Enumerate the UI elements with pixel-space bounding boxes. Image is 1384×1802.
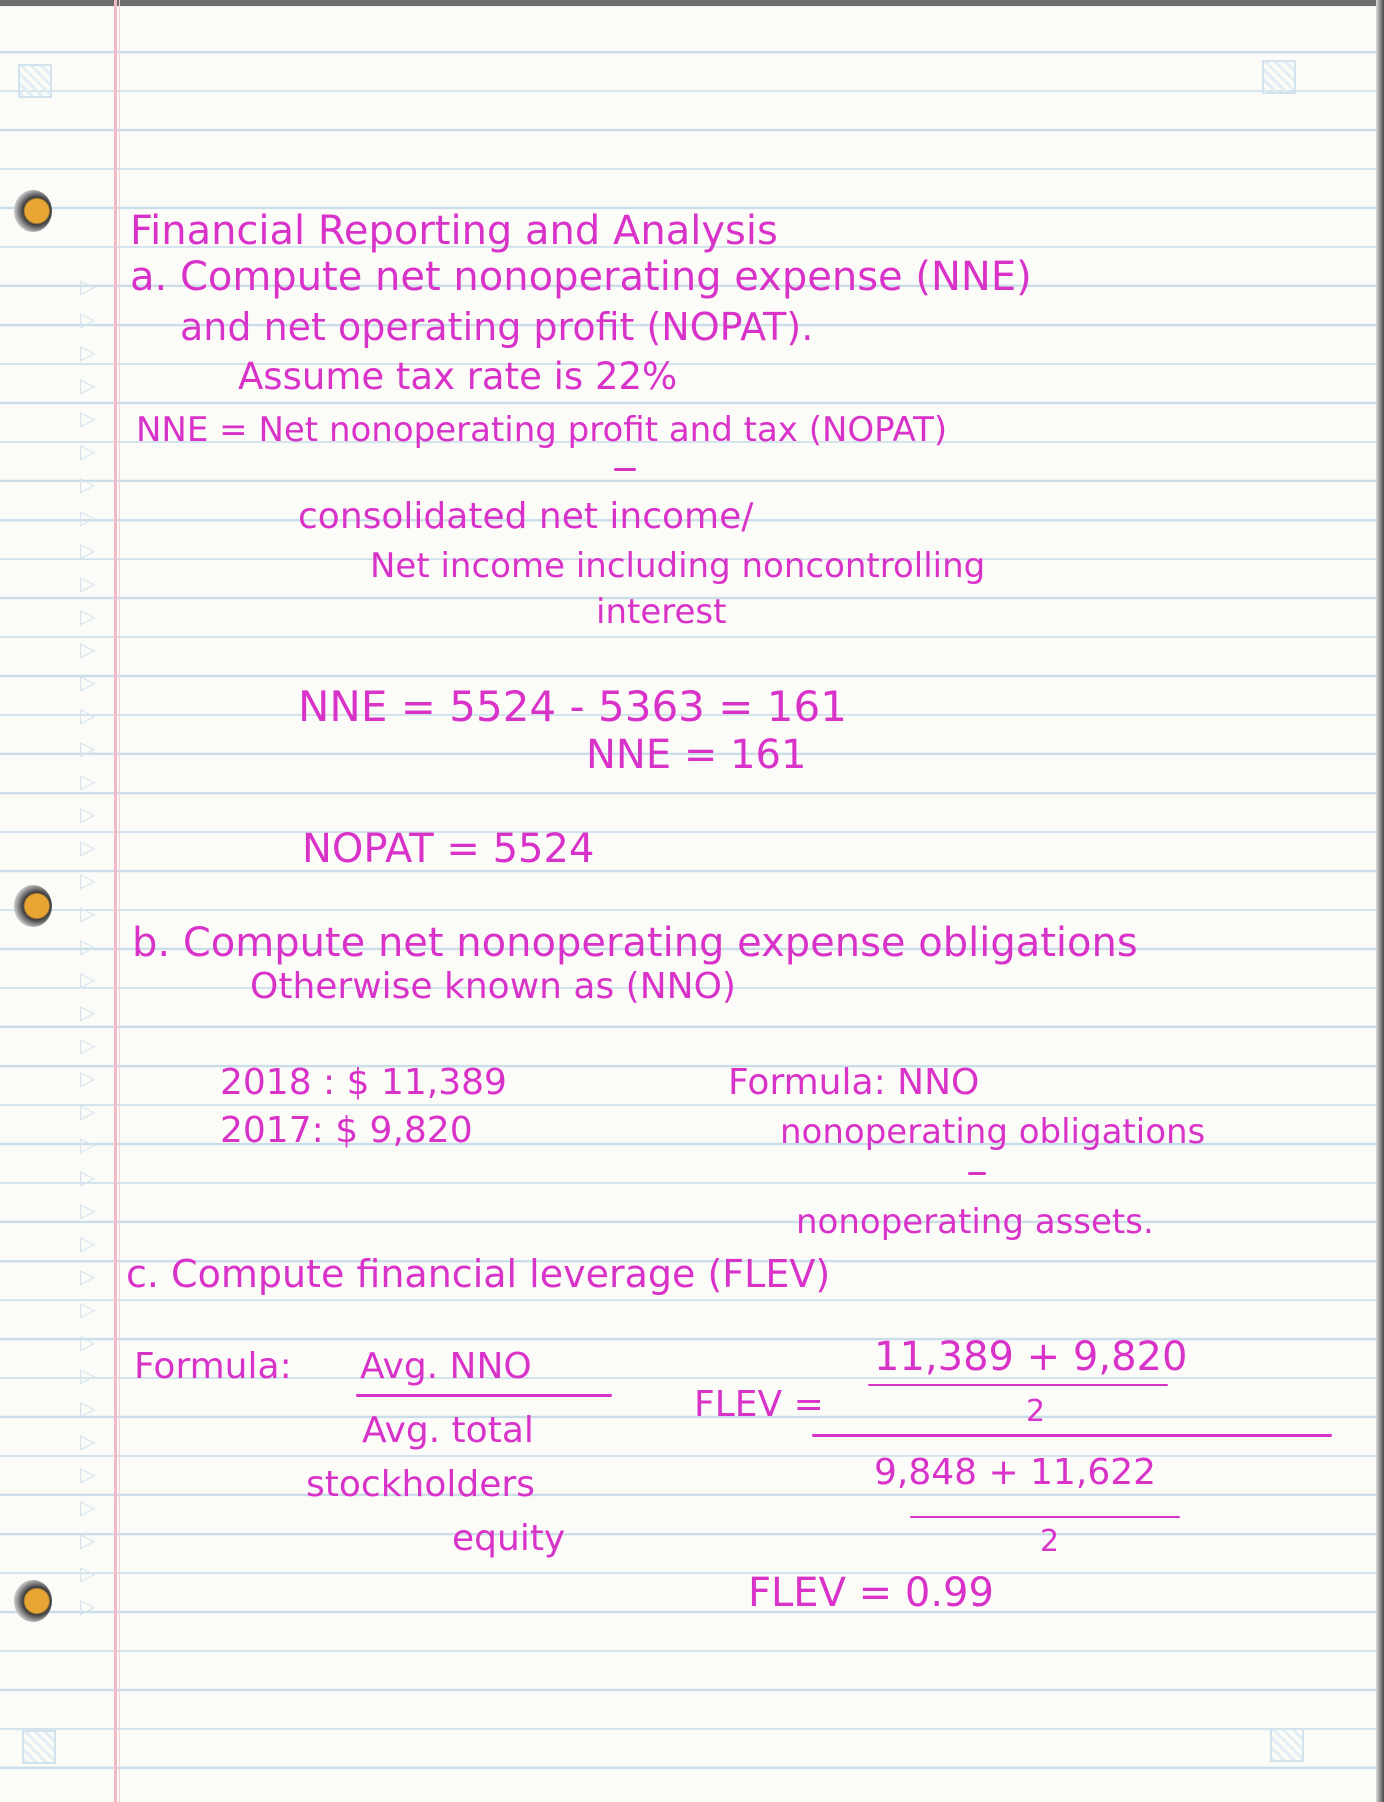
part-a-line1: a. Compute net nonoperating expense (NNE) bbox=[130, 254, 1032, 300]
margin-arrow-marks: ▷ ▷ ▷ ▷ ▷ ▷ ▷ ▷ ▷ ▷ ▷ ▷ ▷ ▷ ▷ ▷ ▷ ▷ ▷ ▷ ▷ ▷ ▷ ▷ ▷ ▷ ▷ ▷ ▷ ▷ ▷ ▷ ▷ ▷ ▷ ▷ ▷ ▷ ▷ ▷ ▷ bbox=[80, 274, 96, 1618]
flev-denominator-bar bbox=[910, 1516, 1180, 1518]
binder-hole-icon bbox=[14, 190, 52, 232]
nno-formula-top: nonoperating obligations bbox=[780, 1112, 1206, 1152]
flev-numerator-bar bbox=[868, 1384, 1168, 1386]
scan-right-edge bbox=[1376, 0, 1384, 1802]
scan-corner-icon bbox=[22, 1730, 56, 1764]
flev-formula-denominator3: equity bbox=[452, 1518, 566, 1559]
nne-calculation: NNE = 5524 - 5363 = 161 bbox=[298, 682, 847, 731]
consolidated-line2: Net income including noncontrolling bbox=[370, 546, 986, 586]
flev-denominator-divisor: 2 bbox=[1040, 1524, 1060, 1559]
nopat-value: NOPAT = 5524 bbox=[302, 826, 595, 872]
part-a-line2: and net operating profit (NOPAT). bbox=[180, 305, 814, 349]
flev-main-fraction-bar bbox=[812, 1434, 1332, 1437]
flev-denominator: 9,848 + 11,622 bbox=[874, 1452, 1157, 1493]
consolidated-line1: consolidated net income/ bbox=[298, 496, 754, 537]
nne-result: NNE = 161 bbox=[586, 732, 807, 778]
scan-corner-icon bbox=[18, 64, 52, 98]
flev-result: FLEV = 0.99 bbox=[748, 1570, 994, 1616]
part-a-line3: Assume tax rate is 22% bbox=[238, 355, 678, 398]
flev-formula-numerator: Avg. NNO bbox=[360, 1346, 532, 1387]
binder-hole-icon bbox=[14, 885, 52, 927]
nno-2017: 2017: $ 9,820 bbox=[220, 1110, 473, 1151]
flev-formula-denominator1: Avg. total bbox=[362, 1410, 534, 1451]
nno-formula-minus bbox=[968, 1172, 986, 1175]
consolidated-line3: interest bbox=[596, 592, 727, 632]
flev-label: FLEV = bbox=[694, 1384, 824, 1425]
flev-numerator: 11,389 + 9,820 bbox=[874, 1334, 1188, 1380]
nno-formula-bottom: nonoperating assets. bbox=[796, 1202, 1154, 1242]
flev-formula-label: Formula: bbox=[134, 1346, 292, 1387]
minus-mark bbox=[614, 468, 636, 471]
flev-numerator-divisor: 2 bbox=[1026, 1394, 1046, 1429]
scan-top-edge bbox=[0, 0, 1384, 6]
flev-formula-fraction-bar bbox=[356, 1394, 612, 1397]
page-title: Financial Reporting and Analysis bbox=[130, 208, 778, 254]
nno-2018: 2018 : $ 11,389 bbox=[220, 1062, 507, 1103]
scan-corner-icon bbox=[1262, 60, 1296, 94]
nno-formula-label: Formula: NNO bbox=[728, 1062, 980, 1103]
part-b-line2: Otherwise known as (NNO) bbox=[250, 966, 736, 1007]
binder-hole-icon bbox=[14, 1580, 52, 1622]
scan-corner-icon bbox=[1270, 1728, 1304, 1762]
part-b-line1: b. Compute net nonoperating expense obligations bbox=[132, 920, 1138, 966]
part-c-line1: c. Compute financial leverage (FLEV) bbox=[126, 1252, 831, 1296]
flev-formula-denominator2: stockholders bbox=[306, 1464, 535, 1505]
nne-definition: NNE = Net nonoperating profit and tax (NOPAT) bbox=[136, 410, 948, 450]
